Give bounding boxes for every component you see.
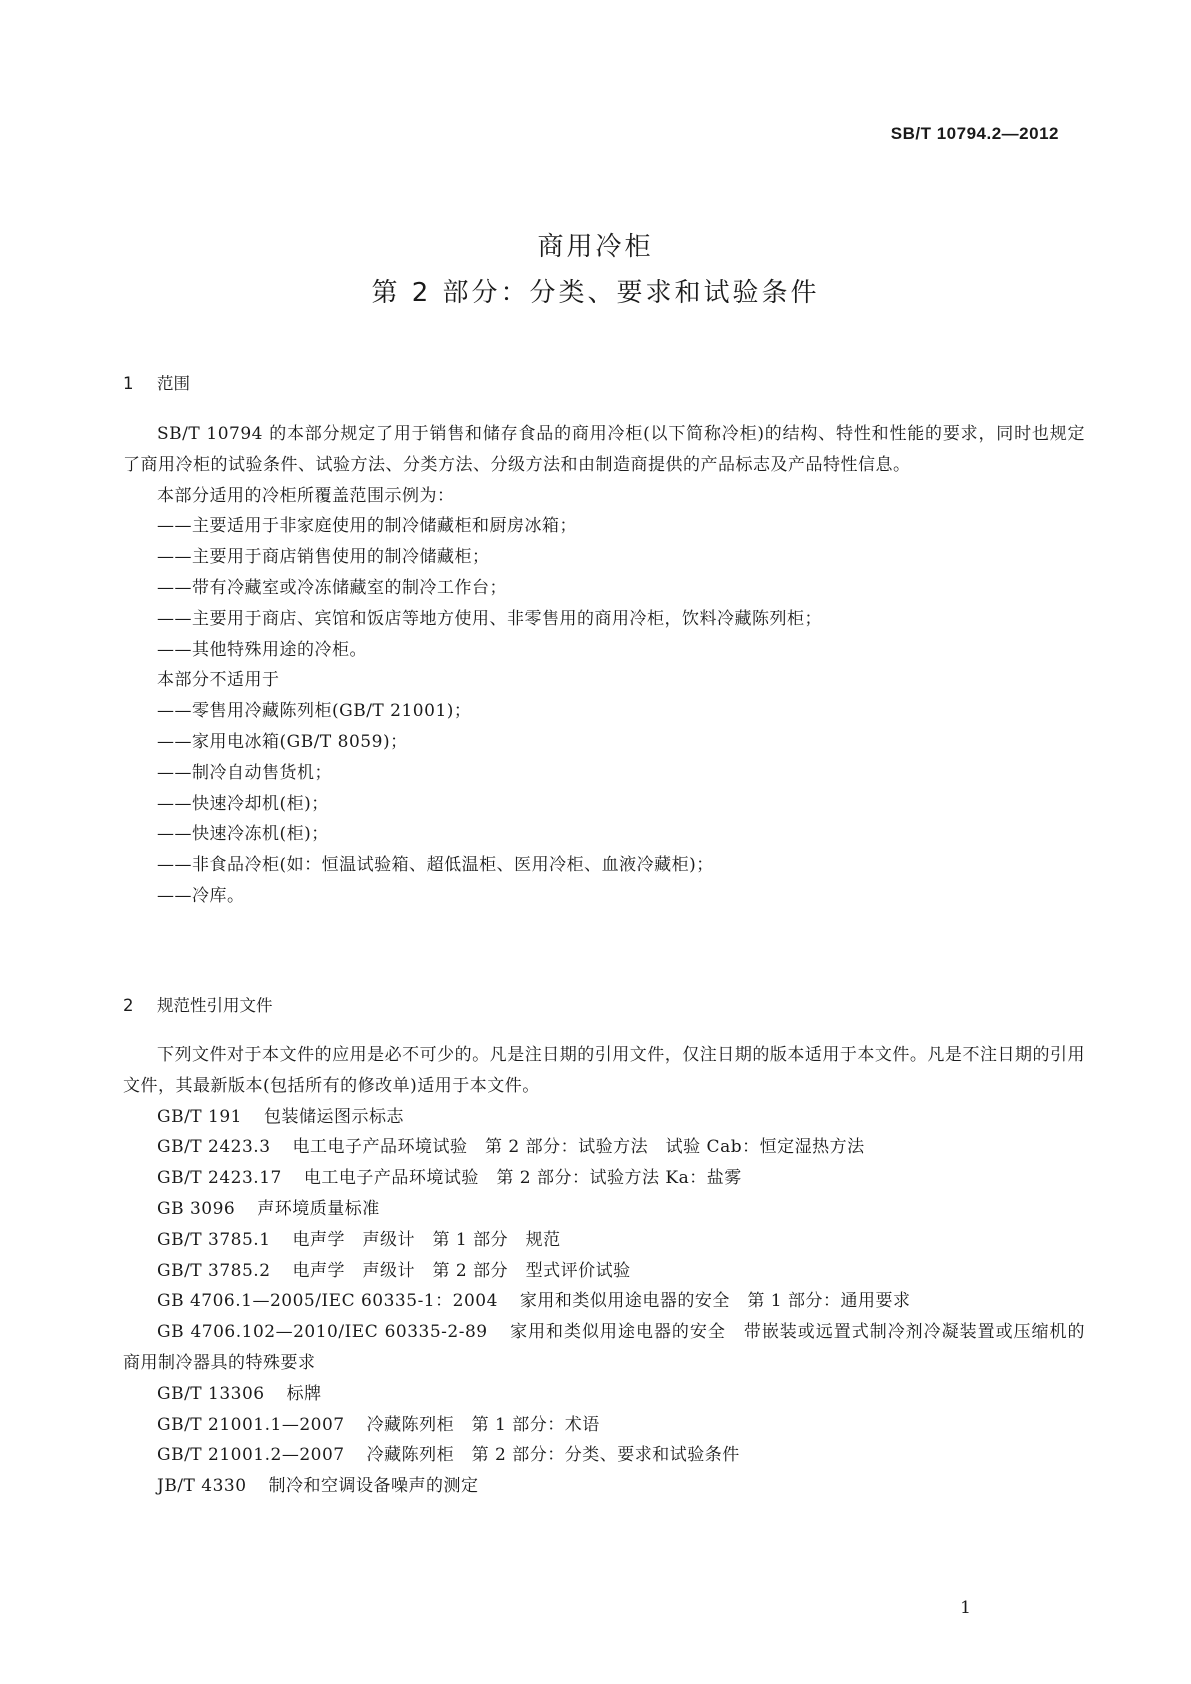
reference-title: 冷藏陈列柜 第 2 部分：分类、要求和试验条件 <box>366 1445 740 1466</box>
section-2-body <box>123 1040 1085 1502</box>
reference-code: GB/T 2423.17 <box>157 1168 282 1189</box>
reference-title: 电工电子产品环境试验 第 2 部分：试验方法 试验 Cab：恒定湿热方法 <box>292 1137 865 1158</box>
reference-code: GB/T 21001.2—2007 <box>157 1445 345 1466</box>
reference-title: 电声学 声级计 第 1 部分 规范 <box>292 1229 561 1250</box>
reference-code: GB 4706.102—2010/IEC 60335-2-89 <box>157 1322 488 1343</box>
list-item: ——主要用于商店、宾馆和饭店等地方使用、非零售用的商用冷柜，饮料冷藏陈列柜； <box>157 608 822 629</box>
list-item: ——带有冷藏室或冷冻储藏室的制冷工作台； <box>157 577 507 598</box>
reference-code: GB/T 13306 <box>157 1383 265 1404</box>
section-2-heading <box>123 992 273 1016</box>
list-item: ——冷库。 <box>157 885 245 906</box>
reference-item <box>123 1256 1085 1287</box>
reference-item <box>123 1194 1085 1225</box>
list-item: ——家用电冰箱(GB/T 8059)； <box>157 731 408 752</box>
standard-number: SB/T 10794.2—2012 <box>890 124 1059 143</box>
list-item: ——快速冷冻机(柜)； <box>157 824 329 845</box>
reference-item <box>123 1410 1085 1441</box>
list-item: ——零售用冷藏陈列柜(GB/T 21001)； <box>157 701 472 722</box>
section-title: 范围 <box>157 374 190 393</box>
reference-item <box>123 1286 1085 1317</box>
section-1-body <box>123 419 1085 912</box>
not-applicable-intro: 本部分不适用于 <box>157 670 280 691</box>
list-item: ——其他特殊用途的冷柜。 <box>157 639 367 660</box>
document-title: 商用冷柜 <box>537 232 654 262</box>
list-item: ——快速冷却机(柜)； <box>157 793 329 814</box>
section-number: 1 <box>123 374 134 393</box>
section-title: 规范性引用文件 <box>157 996 273 1015</box>
reference-item <box>123 1379 1085 1410</box>
list-item: ——制冷自动售货机； <box>157 762 332 783</box>
list-item: ——主要用于商店销售使用的制冷储藏柜； <box>157 547 490 568</box>
references-intro: 下列文件对于本文件的应用是必不可少的。凡是注日期的引用文件，仅注日期的版本适用于本文件。凡是不注日期的引用文件，其最新版本(包括所有的修改单)适用于本文件。 <box>123 1045 1085 1096</box>
scope-paragraph: SB/T 10794 的本部分规定了用于销售和储存食品的商用冷柜(以下简称冷柜)的结构、特性和性能的要求，同时也规定了商用冷柜的试验条件、试验方法、分类方法、分级方法和由制造商提供的产品标志及产品特性信息。 <box>123 424 1085 475</box>
reference-code: GB/T 21001.1—2007 <box>157 1414 345 1435</box>
reference-item <box>123 1225 1085 1256</box>
section-number: 2 <box>123 996 134 1015</box>
reference-code: GB/T 3785.1 <box>157 1229 271 1250</box>
applicable-intro: 本部分适用的冷柜所覆盖范围示例为： <box>157 485 455 506</box>
page-number: 1 <box>960 1598 971 1618</box>
reference-title: 家用和类似用途电器的安全 第 1 部分：通用要求 <box>519 1291 911 1312</box>
reference-item-long <box>123 1317 1085 1379</box>
reference-item <box>123 1163 1085 1194</box>
list-item: ——非食品冷柜(如：恒温试验箱、超低温柜、医用冷柜、血液冷藏柜)； <box>157 855 714 876</box>
reference-title: 声环境质量标准 <box>257 1198 380 1219</box>
reference-title: 电工电子产品环境试验 第 2 部分：试验方法 Ka：盐雾 <box>303 1168 742 1189</box>
reference-item <box>123 1102 1085 1133</box>
reference-title: 家用和类似用途电器的安全 带嵌装或远置式制冷剂冷凝装置或压缩机的商用制冷器具的特殊要求 <box>123 1322 1086 1373</box>
reference-title: 制冷和空调设备噪声的测定 <box>268 1476 479 1497</box>
reference-title: 标牌 <box>286 1383 322 1404</box>
section-1-heading <box>123 370 190 394</box>
reference-code: GB/T 191 <box>157 1106 242 1127</box>
reference-item <box>123 1132 1085 1163</box>
reference-item <box>123 1440 1085 1471</box>
document-subtitle: 第 2 部分：分类、要求和试验条件 <box>371 278 820 308</box>
reference-title: 包装储运图示标志 <box>264 1106 404 1127</box>
reference-code: GB/T 3785.2 <box>157 1260 271 1281</box>
reference-code: GB/T 2423.3 <box>157 1137 271 1158</box>
list-item: ——主要适用于非家庭使用的制冷储藏柜和厨房冰箱； <box>157 516 577 537</box>
reference-code: GB 4706.1—2005/IEC 60335-1：2004 <box>157 1291 498 1312</box>
reference-code: JB/T 4330 <box>157 1476 247 1497</box>
reference-title: 电声学 声级计 第 2 部分 型式评价试验 <box>292 1260 631 1281</box>
reference-item <box>123 1471 1085 1502</box>
reference-code: GB 3096 <box>157 1198 236 1219</box>
reference-title: 冷藏陈列柜 第 1 部分：术语 <box>366 1414 600 1435</box>
